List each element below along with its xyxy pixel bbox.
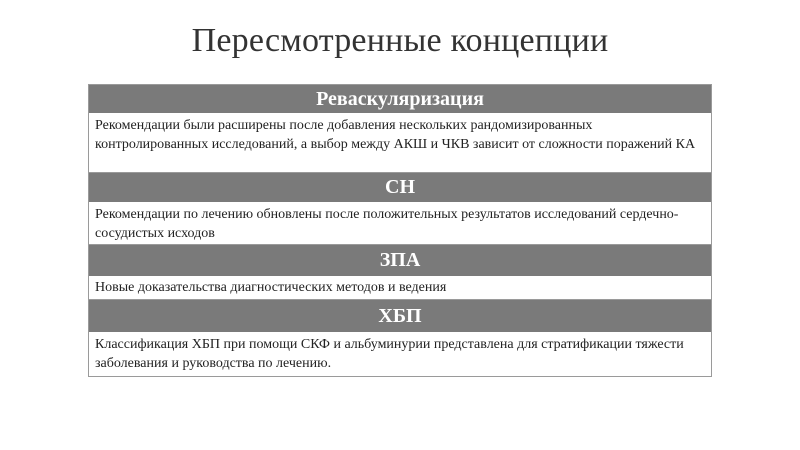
section-heading: Реваскуляризация — [89, 85, 711, 114]
slide-title: Пересмотренные концепции — [191, 22, 609, 59]
section-peripheral-artery-disease — [89, 245, 711, 300]
section-text: Рекомендации по лечению обновлены после положительных результатов исследований сердечно-сосудистых исходов — [89, 203, 711, 245]
section-heading: ЗПА — [89, 245, 711, 277]
section-heart-failure — [89, 173, 711, 245]
section-heading: СН — [89, 173, 711, 203]
section-revascularization — [89, 85, 711, 173]
section-text: Классификация ХБП при помощи СКФ и альбуминурии представлена для стратификации тяжести заболевания и руководства по лечению. — [89, 333, 711, 376]
section-heading: ХБП — [89, 300, 711, 333]
concepts-table — [88, 84, 712, 377]
section-chronic-kidney-disease — [89, 300, 711, 376]
section-text: Рекомендации были расширены после добавления нескольких рандомизированных контролированных исследований, а выбор между АКШ и ЧКВ зависит от сложности поражений КА — [89, 114, 711, 173]
section-text: Новые доказательства диагностических методов и ведения — [89, 277, 711, 300]
